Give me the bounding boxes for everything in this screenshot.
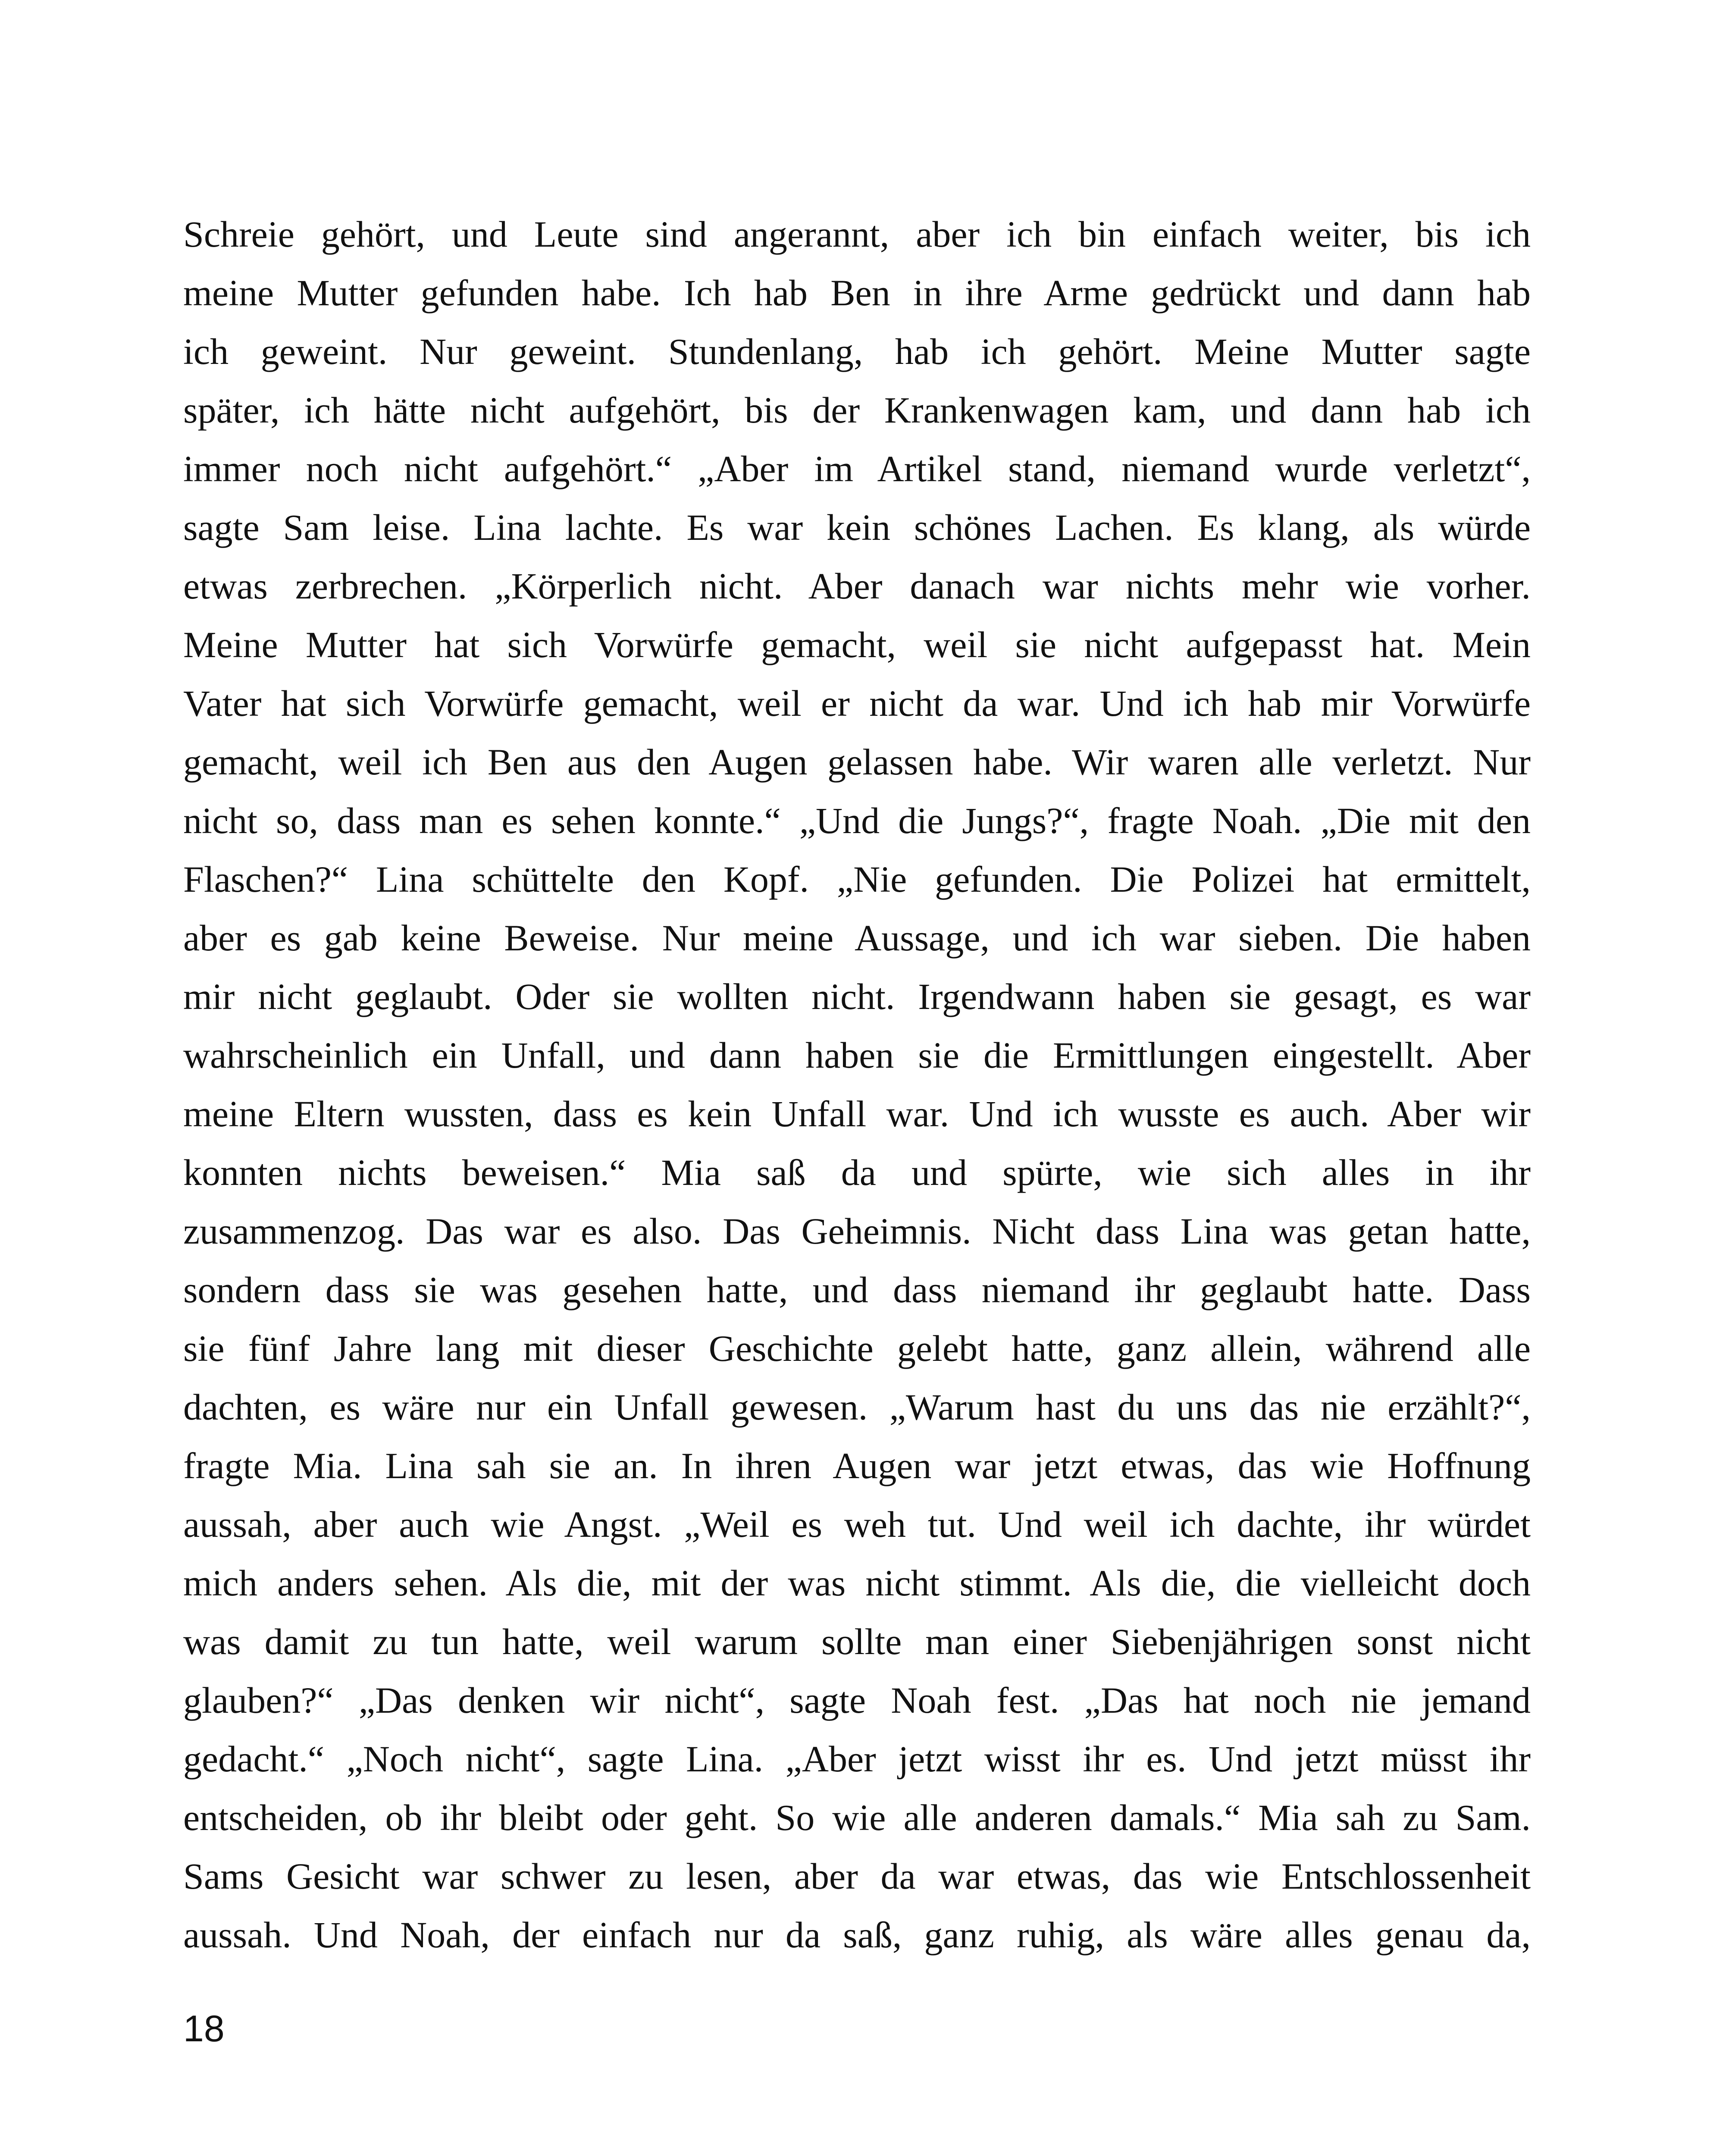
text-line: später, ich hätte nicht aufgehört, bis der Krankenwagen kam, und dann hab ich bbox=[183, 389, 1531, 431]
text-line: gedacht.“ „Noch nicht“, sagte Lina. „Aber jetzt wisst ihr es. Und jetzt müsst ihr bbox=[183, 1738, 1531, 1780]
text-line: Flaschen?“ Lina schüttelte den Kopf. „Nie gefunden. Die Polizei hat ermittelt, bbox=[183, 859, 1531, 900]
text-line: sie fünf Jahre lang mit dieser Geschichte gelebt hatte, ganz allein, während alle bbox=[183, 1328, 1531, 1369]
text-line: meine Mutter gefunden habe. Ich hab Ben in ihre Arme gedrückt und dann hab bbox=[183, 272, 1531, 313]
text-line: wahrscheinlich ein Unfall, und dann haben sie die Ermittlungen eingestellt. Aber bbox=[183, 1034, 1531, 1076]
text-line: Meine Mutter hat sich Vorwürfe gemacht, weil sie nicht aufgepasst hat. Mein bbox=[183, 624, 1531, 665]
text-line: entscheiden, ob ihr bleibt oder geht. So wie alle anderen damals.“ Mia sah zu Sam. bbox=[183, 1797, 1531, 1838]
body-text bbox=[183, 205, 1531, 1964]
text-line: sagte Sam leise. Lina lachte. Es war kein schönes Lachen. Es klang, als würde bbox=[183, 507, 1531, 548]
text-line: meine Eltern wussten, dass es kein Unfall war. Und ich wusste es auch. Aber wir bbox=[183, 1093, 1531, 1134]
text-line: konnten nichts beweisen.“ Mia saß da und spürte, wie sich alles in ihr bbox=[183, 1152, 1531, 1193]
text-line: zusammenzog. Das war es also. Das Geheimnis. Nicht dass Lina was getan hatte, bbox=[183, 1210, 1531, 1252]
text-line: mich anders sehen. Als die, mit der was nicht stimmt. Als die, die vielleicht doch bbox=[183, 1562, 1531, 1604]
text-line: aber es gab keine Beweise. Nur meine Aussage, und ich war sieben. Die haben bbox=[183, 917, 1531, 959]
text-line: mir nicht geglaubt. Oder sie wollten nicht. Irgendwann haben sie gesagt, es war bbox=[183, 976, 1531, 1017]
text-line: glauben?“ „Das denken wir nicht“, sagte Noah fest. „Das hat noch nie jemand bbox=[183, 1680, 1531, 1721]
text-line: fragte Mia. Lina sah sie an. In ihren Augen war jetzt etwas, das wie Hoffnung bbox=[183, 1445, 1531, 1486]
text-line: Sams Gesicht war schwer zu lesen, aber da war etwas, das wie Entschlossenheit bbox=[183, 1855, 1531, 1897]
text-line: etwas zerbrechen. „Körperlich nicht. Aber danach war nichts mehr wie vorher. bbox=[183, 565, 1531, 607]
text-line: Schreie gehört, und Leute sind angerannt, aber ich bin einfach weiter, bis ich bbox=[183, 213, 1531, 255]
text-line: immer noch nicht aufgehört.“ „Aber im Artikel stand, niemand wurde verletzt“, bbox=[183, 448, 1531, 489]
text-line: aussah, aber auch wie Angst. „Weil es weh tut. Und weil ich dachte, ihr würdet bbox=[183, 1504, 1531, 1545]
text-line: sondern dass sie was gesehen hatte, und dass niemand ihr geglaubt hatte. Dass bbox=[183, 1269, 1531, 1310]
text-line: gemacht, weil ich Ben aus den Augen gelassen habe. Wir waren alle verletzt. Nur bbox=[183, 741, 1531, 783]
text-line: dachten, es wäre nur ein Unfall gewesen. „Warum hast du uns das nie erzählt?“, bbox=[183, 1386, 1531, 1428]
text-line: was damit zu tun hatte, weil warum sollte man einer Siebenjährigen sonst nicht bbox=[183, 1621, 1531, 1662]
text-line: Vater hat sich Vorwürfe gemacht, weil er nicht da war. Und ich hab mir Vorwürfe bbox=[183, 683, 1531, 724]
text-line: ich geweint. Nur geweint. Stundenlang, hab ich gehört. Meine Mutter sagte bbox=[183, 331, 1531, 372]
text-line: aussah. Und Noah, der einfach nur da saß, ganz ruhig, als wäre alles genau da, bbox=[183, 1914, 1531, 1955]
text-line: nicht so, dass man es sehen konnte.“ „Und die Jungs?“, fragte Noah. „Die mit den bbox=[183, 800, 1531, 841]
page-number: 18 bbox=[183, 2008, 225, 2049]
